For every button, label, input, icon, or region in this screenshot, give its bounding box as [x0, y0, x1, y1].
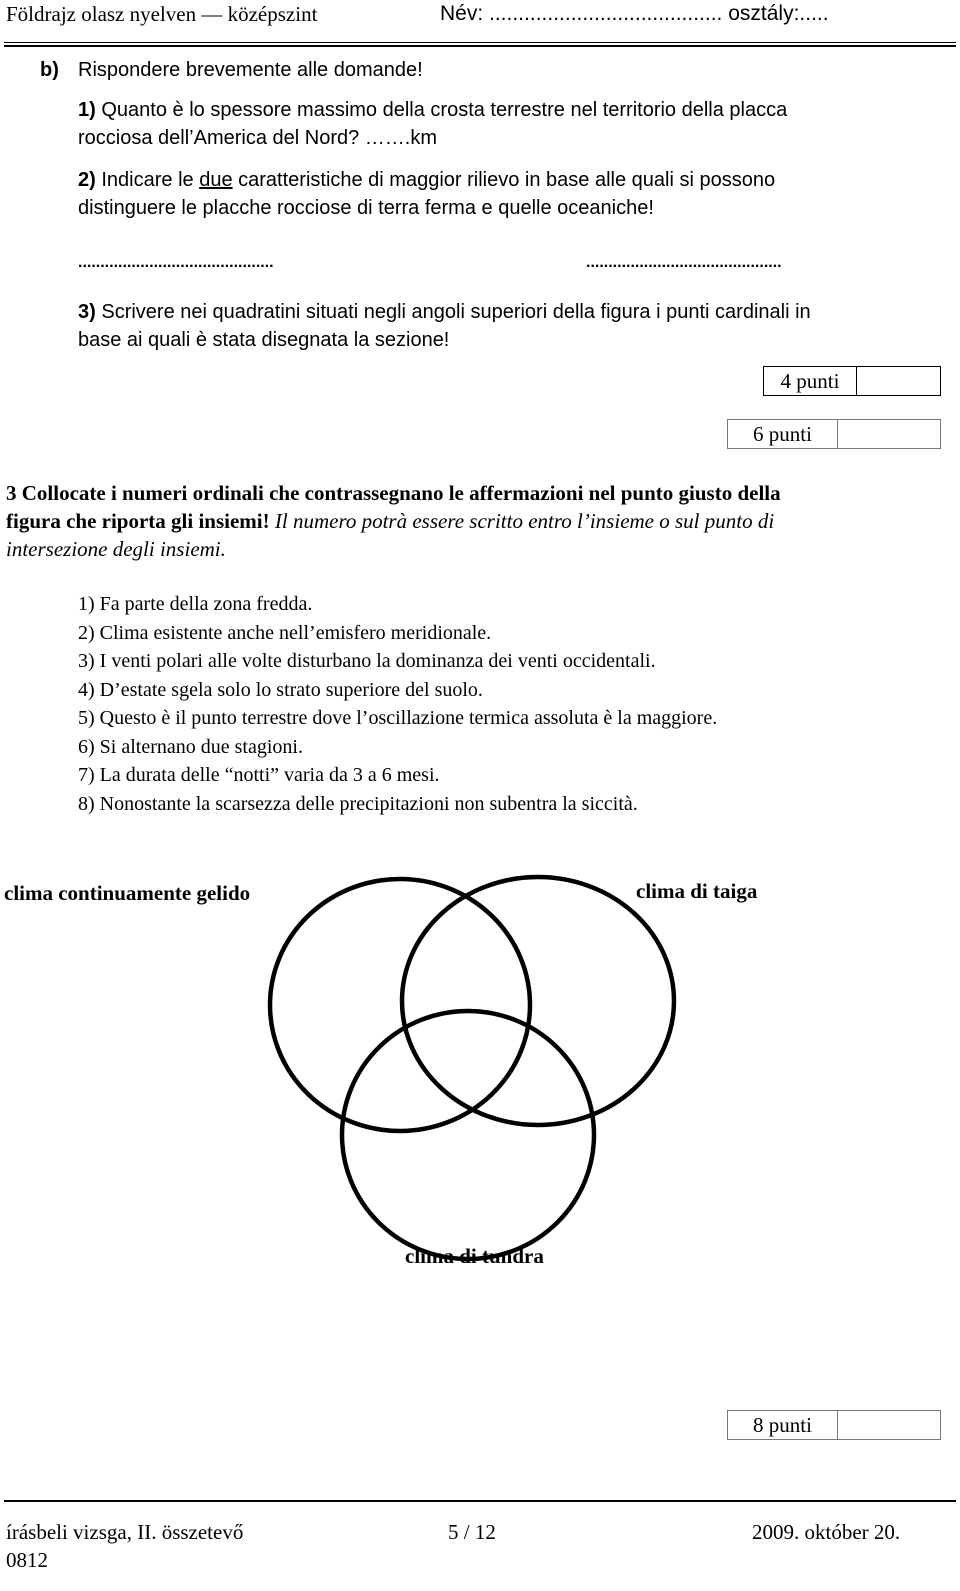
question-2-line-1: 2) Indicare le due caratteristiche di maggior rilievo in base alle quali si possono [78, 169, 776, 191]
task-3-title-line-1: 3 Collocate i numeri ordinali che contrassegnano le affermazioni nel punto giusto della [6, 481, 781, 505]
score-box-4-punti [763, 366, 941, 396]
score-label: 8 punti [728, 1411, 838, 1439]
question-3-line-2: base ai quali è stata disegnata la sezione! [78, 329, 450, 351]
statement-7: 7) La durata delle “notti” varia da 3 a 6 mesi. [78, 764, 440, 786]
score-box-8-punti [727, 1410, 941, 1440]
answer-dots-2: ............................................ [586, 254, 782, 271]
answer-dots-1: ............................................ [78, 254, 274, 271]
footer-code: 0812 [6, 1548, 48, 1572]
score-box-6-punti [727, 419, 941, 449]
statement-3: 3) I venti polari alle volte disturbano la dominanza dei venti occidentali. [78, 650, 656, 672]
statement-5: 5) Questo è il punto terrestre dove l’oscillazione termica assoluta è la maggiore. [78, 707, 718, 729]
footer-rule [4, 1500, 956, 1502]
footer-page-number: 5 / 12 [448, 1520, 496, 1544]
question-1-line-2: rocciosa dell’America del Nord? …….km [78, 127, 438, 149]
task-3-title-line-3: intersezione degli insiemi. [6, 537, 226, 561]
question-2-line-2: distinguere le placche rocciose di terra ferma e quelle oceaniche! [78, 197, 654, 219]
question-1-line-1: 1) Quanto è lo spessore massimo della crosta terrestre nel territorio della placca [78, 99, 788, 121]
part-b-label: b) [40, 59, 59, 81]
statement-4: 4) D’estate sgela solo lo strato superiore del suolo. [78, 679, 483, 701]
header-name-class-field: Név: ........................................ osztály:..... [440, 2, 829, 25]
footer-exam-label: írásbeli vizsga, II. összetevő [6, 1520, 244, 1544]
score-entry-cell[interactable] [857, 367, 940, 395]
venn-circle-bottom [342, 1011, 594, 1259]
score-label: 6 punti [728, 420, 838, 448]
part-b-title: Rispondere brevemente alle domande! [78, 59, 423, 81]
score-entry-cell[interactable] [838, 1411, 940, 1439]
question-3-line-1: 3) Scrivere nei quadratini situati negli angoli superiori della figura i punti cardinali in [78, 301, 811, 323]
venn-label-left: clima continuamente gelido [4, 881, 251, 905]
statement-8: 8) Nonostante la scarsezza delle precipitazioni non subentra la siccità. [78, 793, 638, 815]
venn-circle-right [402, 877, 674, 1125]
venn-diagram [260, 868, 680, 1268]
task-3-title-line-2: figura che riporta gli insiemi! Il numero potrà essere scritto entro l’insieme o sul punto di [6, 509, 775, 533]
header-rule-thin [4, 42, 956, 43]
score-entry-cell[interactable] [838, 420, 940, 448]
venn-label-right: clima di taiga [636, 879, 758, 903]
header-title: Földrajz olasz nyelven — középszint [6, 2, 318, 26]
header-rule-thick [4, 45, 956, 47]
statement-2: 2) Clima esistente anche nell’emisfero meridionale. [78, 622, 492, 644]
score-label: 4 punti [764, 367, 857, 395]
venn-label-bottom: clima di tundra [405, 1244, 544, 1268]
footer-date: 2009. október 20. [752, 1520, 901, 1544]
statement-6: 6) Si alternano due stagioni. [78, 736, 303, 758]
statement-1: 1) Fa parte della zona fredda. [78, 593, 313, 615]
